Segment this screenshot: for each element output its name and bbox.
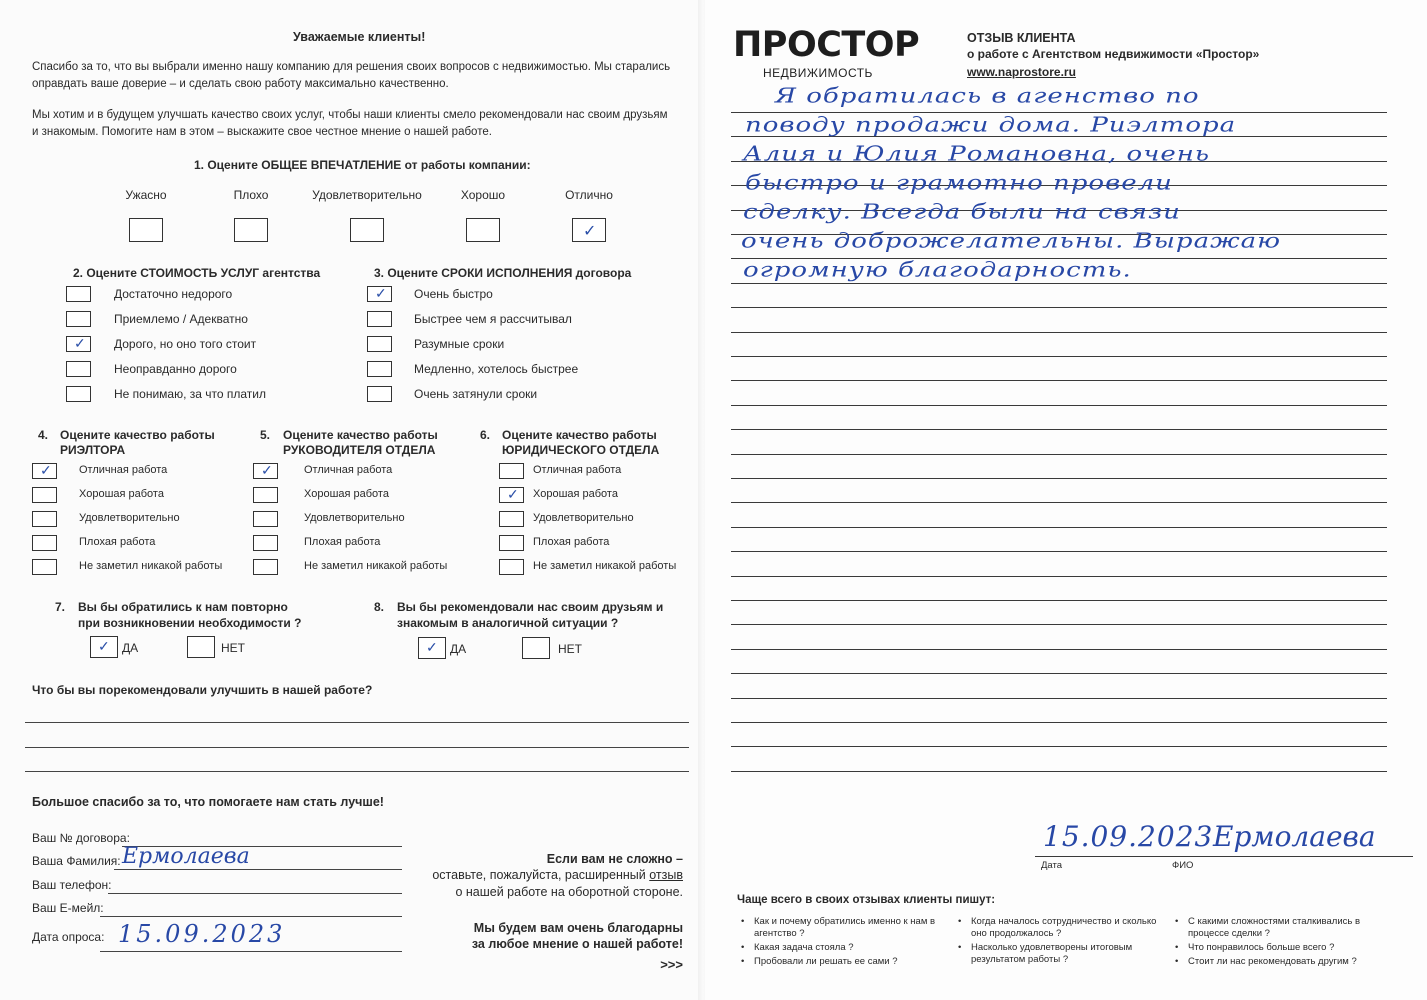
next-page-arrows: >>> [660,957,683,972]
review-handwritten-line: огромную благодарность. [743,258,1132,282]
review-line[interactable] [731,649,1387,650]
q4-option-checkbox[interactable] [32,463,57,479]
surname-handwritten: Ермолаева [122,844,250,869]
q4-option-label: Хорошая работа [79,488,164,500]
q2-option-label: Достаточно недорого [114,287,233,301]
q7-no-checkbox[interactable] [187,636,215,658]
tip-item: • Стоит ли нас рекомендовать другим ? [1188,956,1368,968]
q8-no-label: НЕТ [558,642,582,656]
improve-question: Что бы вы порекомендовали улучшить в нашей работе? [32,683,373,697]
q5-option-checkbox[interactable] [253,535,278,551]
survey-front-page [0,0,700,1000]
q3-option-checkbox[interactable] [367,361,392,377]
review-line[interactable] [731,576,1387,577]
side-note-line3: о нашей работе на оборотной стороне. [455,885,683,899]
review-line[interactable] [731,698,1387,699]
review-header-subtitle: о работе с Агентством недвижимости «Простор» [967,47,1260,61]
q8-title-line2: знакомым в аналогичной ситуации ? [397,616,619,630]
q3-option-label: Очень быстро [414,287,493,301]
q6-option-checkbox[interactable] [499,511,524,527]
review-line[interactable] [731,600,1387,601]
checkmark-icon: ✓ [583,221,597,240]
q5-option-checkbox[interactable] [253,487,278,503]
answer-line[interactable] [25,771,689,772]
client-signature: Ермолаева [1213,820,1376,853]
q5-option-checkbox[interactable] [253,559,278,575]
q1-option-checkbox[interactable] [129,218,163,242]
q8-no-checkbox[interactable] [522,637,550,659]
contract-label: Ваш № договора: [32,831,130,845]
q5-option-checkbox[interactable] [253,511,278,527]
q6-option-label: Отличная работа [533,464,622,476]
review-handwritten-line: сделку. Всегда были на связи [743,200,1181,224]
q8-yes-label: ДА [450,642,467,656]
q2-option-checkbox[interactable] [66,336,91,352]
review-line[interactable] [731,527,1387,528]
review-line[interactable] [731,429,1387,430]
q7-title-line1: Вы бы обратились к нам повторно [78,600,288,614]
side-note-line1: Если вам не сложно – [546,852,683,866]
checkmark-icon: ✓ [375,286,387,302]
review-line[interactable] [731,673,1387,674]
q1-option-checkbox[interactable] [350,218,384,242]
q5-option-label: Отличная работа [304,464,393,476]
surname-field[interactable] [114,869,402,870]
survey-date-handwritten: 15.09.2023 [118,920,286,948]
q1-option-label: Плохо [233,188,269,202]
q6-option-label: Не заметил никакой работы [533,560,677,572]
q8-title-line1: Вы бы рекомендовали нас своим друзьям и [397,600,664,614]
review-handwritten-line: быстро и грамотно провели [745,171,1173,195]
email-field[interactable] [100,916,402,917]
review-line[interactable] [731,405,1387,406]
review-line[interactable] [731,380,1387,381]
q5-title-line1: Оцените качество работы [283,428,438,442]
q2-option-label: Дорого, но оно того стоит [114,337,257,351]
q5-option-label: Плохая работа [304,536,381,548]
q3-option-label: Медленно, хотелось быстрее [414,362,579,376]
survey-date-label: Дата опроса: [32,930,105,944]
q7-yes-checkbox[interactable] [90,636,118,658]
q5-number: 5. [260,428,271,442]
q6-option-label: Хорошая работа [533,488,618,500]
logo-wordmark: ПРОСТОР [733,25,920,65]
review-handwritten-line: Я обратилась в агенство по [775,84,1200,108]
q2-option-label: Не понимаю, за что платил [114,387,267,401]
thanks-text: Большое спасибо за то, что помогаете нам стать лучше! [32,795,384,809]
review-line[interactable] [731,771,1387,772]
q1-option-label: Отлично [565,188,613,202]
q7-number: 7. [55,600,66,614]
side-note-text: оставьте, пожалуйста, расширенный [432,868,646,882]
q5-option-checkbox[interactable] [253,463,278,479]
review-line[interactable] [731,283,1387,284]
q4-option-label: Не заметил никакой работы [79,560,223,572]
q4-option-label: Удовлетворительно [79,512,180,524]
q6-option-checkbox[interactable] [499,463,524,479]
review-line[interactable] [731,624,1387,625]
review-link[interactable]: отзыв [649,868,683,882]
review-line[interactable] [731,454,1387,455]
q3-option-label: Быстрее чем я рассчитывал [414,312,572,326]
q2-option-checkbox[interactable] [66,386,91,402]
q5-option-label: Удовлетворительно [304,512,405,524]
surname-label: Ваша Фамилия: [32,854,121,868]
q1-option-checkbox[interactable] [466,218,500,242]
logo-subtitle: НЕДВИЖИМОСТЬ [763,66,873,80]
answer-line[interactable] [25,747,689,748]
q6-option-label: Удовлетворительно [533,512,634,524]
q8-number: 8. [374,600,385,614]
q4-option-checkbox[interactable] [32,535,57,551]
review-line[interactable] [731,307,1387,308]
tip-item: • Как и почему обратились именно к нам в агентство ? [754,916,944,940]
q6-option-label: Плохая работа [533,536,610,548]
q5-option-label: Не заметил никакой работы [304,560,448,572]
q3-title: 3. Оцените СРОКИ ИСПОЛНЕНИЯ договора [374,266,632,280]
q3-option-label: Разумные сроки [414,337,505,351]
q2-option-checkbox[interactable] [66,311,91,327]
q3-option-checkbox[interactable] [367,386,392,402]
q6-title-line2: ЮРИДИЧЕСКОГО ОТДЕЛА [502,443,660,457]
q2-title: 2. Оцените СТОИМОСТЬ УСЛУГ агентства [73,266,321,280]
q7-no-label: НЕТ [221,641,245,655]
q4-option-checkbox[interactable] [32,511,57,527]
review-handwritten-line: очень доброжелательны. Выражаю [741,229,1282,253]
q4-title-line1: Оцените качество работы [60,428,215,442]
q7-yes-label: ДА [122,641,139,655]
q1-title: 1. Оцените ОБЩЕЕ ВПЕЧАТЛЕНИЕ от работы компании: [194,158,531,172]
tip-item: • Что понравилось больше всего ? [1188,942,1368,954]
tips-title: Чаще всего в своих отзывах клиенты пишут: [737,894,996,906]
q4-option-label: Плохая работа [79,536,156,548]
signed-date-handwritten: 15.09.2023 [1043,820,1214,853]
intro-paragraph-2: Мы хотим и в будущем улучшать качество своих услуг, чтобы наши клиенты смело рекомендовали нас своим друзьям и знакомым. Помогите нам в этом – выскажите свое честное мнение о нашей работе. [32,109,668,138]
checkmark-icon: ✓ [261,463,273,479]
checkmark-icon: ✓ [74,336,86,352]
review-line[interactable] [731,478,1387,479]
date-caption: Дата [1041,860,1063,871]
tip-item: • Пробовали ли решать ее сами ? [754,956,944,968]
q5-option-label: Хорошая работа [304,488,389,500]
q4-title-line2: РИЭЛТОРА [60,443,126,457]
signature-fio-line[interactable] [1165,856,1413,857]
q1-option-checkbox[interactable] [572,218,606,242]
phone-field[interactable] [108,893,402,894]
q4-option-checkbox[interactable] [32,559,57,575]
survey-date-field[interactable] [100,951,402,952]
q3-option-label: Очень затянули сроки [414,387,538,401]
q1-option-label: Ужасно [125,188,167,202]
q5-title-line2: РУКОВОДИТЕЛЯ ОТДЕЛА [283,443,436,457]
review-line[interactable] [731,551,1387,552]
email-label: Ваш Е-мейл: [32,901,104,915]
q4-number: 4. [38,428,49,442]
q3-option-checkbox[interactable] [367,311,392,327]
q4-option-label: Отличная работа [79,464,168,476]
signature-date-line[interactable] [1035,856,1165,857]
review-line[interactable] [731,502,1387,503]
review-handwritten-line: поводу продажи дома. Риэлтора [745,113,1237,137]
phone-label: Ваш телефон: [32,878,112,892]
tip-item: • С какими сложностями сталкивались в процессе сделки ? [1188,916,1368,940]
tip-item: • Когда началось сотрудничество и сколько оно продолжалось ? [971,916,1161,940]
review-handwritten-line: Алия и Юлия Романовна, очень [743,142,1211,166]
q2-option-checkbox[interactable] [66,286,91,302]
closing-line1: Мы будем вам очень благодарны [473,921,683,935]
tip-item: • Какая задача стояла ? [754,942,944,954]
q1-option-checkbox[interactable] [234,218,268,242]
tip-item: • Насколько удовлетворены итоговым результатом работы ? [971,942,1161,966]
greeting-heading: Уважаемые клиенты! [293,30,426,44]
q1-option-label: Удовлетворительно [312,188,422,202]
answer-line[interactable] [25,722,689,723]
intro-paragraph-1: Спасибо за то, что вы выбрали именно нашу компанию для решения своих вопросов с недвижимостью. Мы старались оправдать ваше доверие – и сделать свою работу максимально качественно. [32,61,671,90]
q6-option-checkbox[interactable] [499,559,524,575]
q4-option-checkbox[interactable] [32,487,57,503]
fio-caption: ФИО [1172,860,1194,871]
q6-option-checkbox[interactable] [499,487,524,503]
q6-number: 6. [480,428,491,442]
side-note-line2 [432,868,683,882]
checkmark-icon: ✓ [98,639,110,655]
agency-website-link[interactable]: www.naprostore.ru [967,65,1076,79]
closing-line2: за любое мнение о нашей работе! [471,937,683,951]
review-line[interactable] [731,722,1387,723]
review-line[interactable] [731,356,1387,357]
q7-title-line2: при возникновении необходимости ? [78,616,302,630]
review-line[interactable] [731,332,1387,333]
q6-option-checkbox[interactable] [499,535,524,551]
checkmark-icon: ✓ [507,487,519,503]
q1-option-label: Хорошо [460,188,506,202]
q6-title-line1: Оцените качество работы [502,428,657,442]
q3-option-checkbox[interactable] [367,286,392,302]
survey-back-page [705,0,1427,1000]
checkmark-icon: ✓ [40,463,52,479]
q2-option-label: Приемлемо / Адекватно [114,312,248,326]
checkmark-icon: ✓ [426,640,438,656]
q2-option-label: Неоправданно дорого [114,362,237,376]
review-header-title: ОТЗЫВ КЛИЕНТА [967,31,1076,45]
q8-yes-checkbox[interactable] [418,637,446,659]
review-line[interactable] [731,746,1387,747]
q2-option-checkbox[interactable] [66,361,91,377]
q3-option-checkbox[interactable] [367,336,392,352]
